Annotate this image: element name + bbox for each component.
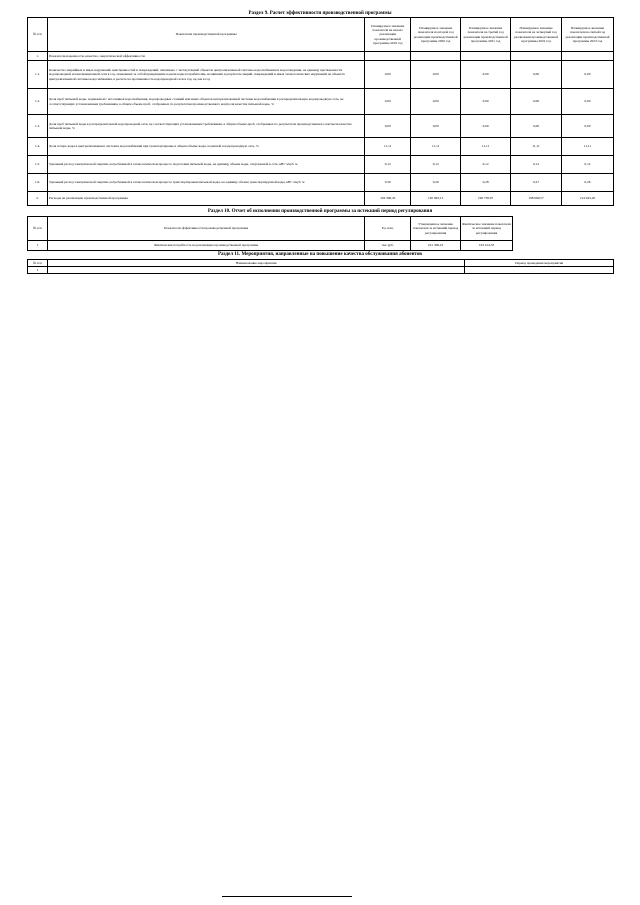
- row-value: 198 069,57: [511, 192, 562, 206]
- row-value: 0,00: [562, 115, 614, 138]
- col-header: Фактическое значение показателя за истекший период регулирования: [461, 217, 513, 241]
- row-value: 0,12: [562, 156, 614, 174]
- bottom-divider: [222, 896, 352, 897]
- row-approved: 191 396,23: [411, 241, 461, 251]
- row-actual: 193 414,35: [461, 241, 513, 251]
- section11-header-row: [28, 260, 614, 267]
- col-header: Планируемое значение показателя на второй год реализации производственной программы 2020 год: [411, 18, 461, 52]
- row-number: 1: [28, 267, 48, 274]
- row-number: 1.: [28, 52, 48, 61]
- row-value: 0,00: [365, 115, 411, 138]
- row-value: 0,00: [365, 89, 411, 115]
- table-row: [28, 61, 614, 89]
- table-row: [28, 156, 614, 174]
- row-value: 0,00: [562, 89, 614, 115]
- row-value: [365, 52, 411, 61]
- row-name: Доля потерь воды в централизованных системах водоснабжения при транспортировке в общем объеме воды, поданной в водопроводную сеть, %: [47, 138, 364, 156]
- row-value: 0,00: [461, 61, 511, 89]
- col-header: Показатели производственной программы: [47, 18, 364, 52]
- col-header: Утвержденное значение показателя за истекший период регулирования: [411, 217, 461, 241]
- row-name: Удельный расход электрической энергии, потребляемой в технологическом процессе подготовки питьевой воды, на единицу объема воды, отпускаемой в сеть, кВт·ч/куб. м: [47, 156, 364, 174]
- col-header: Планируемое значение показателя на начало реализации производственной программы 2019 год: [365, 18, 411, 52]
- row-period: [465, 267, 614, 274]
- row-value: 0,12: [411, 156, 461, 174]
- section9-title: Раздел 9. Расчет эффективности производственной программы: [248, 11, 392, 16]
- row-value: 0,00: [511, 89, 562, 115]
- col-header: Наименование мероприятия: [47, 260, 464, 267]
- col-header: Планируемое значение показателя на третий год реализации производственной программы 2021 год: [461, 18, 511, 52]
- table-row: [28, 174, 614, 192]
- row-number: 1.2.: [28, 89, 48, 115]
- row-value: 11,11: [461, 138, 511, 156]
- section11-table: [27, 259, 614, 274]
- col-header: Планируемое значение показателя на пятый год реализации производственной программы 2023 год: [562, 18, 614, 52]
- row-value: 0,00: [562, 61, 614, 89]
- row-number: 1.6.: [28, 174, 48, 192]
- row-name: Доля проб питьевой воды, подаваемой с источников водоснабжения, водопроводных станций или иных объектов централизованной системы водоснабжения в распределительную водопроводную сеть, не соответствующих установленным требованиям, в общем объеме проб, отобранных по результатам производственного контроля качества питьевой воды, %: [47, 89, 364, 115]
- row-value: 11,11: [365, 138, 411, 156]
- row-value: 11,11: [511, 138, 562, 156]
- col-header: Ед. изм.: [365, 217, 411, 241]
- row-value: 214 945,20: [562, 192, 614, 206]
- row-value: [511, 52, 562, 61]
- row-value: 0,12: [461, 156, 511, 174]
- row-name: Фактическая потребность на реализацию производственной программы: [47, 241, 364, 251]
- row-number: 1.4.: [28, 138, 48, 156]
- row-value: 0,00: [411, 61, 461, 89]
- row-value: 0,00: [511, 61, 562, 89]
- row-value: 195 963,15: [411, 192, 461, 206]
- section10-header-row: [28, 217, 513, 241]
- col-header: Показатели эффективности производственной программы: [47, 217, 364, 241]
- row-value: 0,28: [461, 174, 511, 192]
- row-number: 1: [28, 241, 48, 251]
- col-header: № п/п: [28, 217, 48, 241]
- row-value: 0,12: [511, 156, 562, 174]
- row-value: 0,00: [461, 115, 511, 138]
- row-number: 1.3.: [28, 115, 48, 138]
- col-header: Период проведения мероприятия: [465, 260, 614, 267]
- row-name: Удельный расход электрической энергии, потребляемой в технологическом процессе транспортировки питьевой воды, на единицу объема транспортируемой воды, кВт·ч/куб. м: [47, 174, 364, 192]
- col-header: № п/п: [28, 18, 48, 52]
- row-value: 0,27: [511, 174, 562, 192]
- row-number: 1.5.: [28, 156, 48, 174]
- table-row: [28, 241, 513, 251]
- row-value: 0,12: [365, 156, 411, 174]
- row-value: [562, 52, 614, 61]
- row-name: Показатели надежности, качества, энергетической эффективности: [47, 52, 364, 61]
- row-value: 194 396,43: [365, 192, 411, 206]
- section9-table: [27, 17, 614, 206]
- row-value: 0,00: [365, 61, 411, 89]
- row-value: 0,00: [461, 89, 511, 115]
- row-number: 1.1.: [28, 61, 48, 89]
- table-row: [28, 138, 614, 156]
- row-value: 0,00: [511, 115, 562, 138]
- table-row: [28, 192, 614, 206]
- row-value: 0,00: [411, 115, 461, 138]
- row-name: [47, 267, 464, 274]
- col-header: № п/п: [28, 260, 48, 267]
- row-value: 0,26: [562, 174, 614, 192]
- table-row: [28, 89, 614, 115]
- section10-title: Раздел 10. Отчет об исполнении производственной программы за истекший период регулирования: [207, 209, 433, 214]
- row-name: Расходы на реализацию производственной программы: [47, 192, 364, 206]
- table-row: [28, 267, 614, 274]
- table-row: [28, 52, 614, 61]
- table-row: [28, 115, 614, 138]
- row-value: 11,11: [411, 138, 461, 156]
- col-header: Планируемое значение показателя на четвертый год реализации производственной программы 2022 год: [511, 18, 562, 52]
- section11-title: Раздел 11. Мероприятия, направленные на повышение качества обслуживания абонентов: [218, 252, 422, 257]
- row-number: 2.: [28, 192, 48, 206]
- row-value: 0,00: [411, 89, 461, 115]
- row-value: 0,30: [365, 174, 411, 192]
- row-name: Доля проб питьевой воды в распределительной водопроводной сети, не соответствующих установленным требованиям, в общем объеме проб, отобранных по результатам производственного контроля качества питьевой воды, %: [47, 115, 364, 138]
- row-value: [411, 52, 461, 61]
- row-value: [461, 52, 511, 61]
- row-value: 11,11: [562, 138, 614, 156]
- section9-header-row: [28, 18, 614, 52]
- row-value: 196 758,97: [461, 192, 511, 206]
- row-value: 0,29: [411, 174, 461, 192]
- row-name: Количество аварийных и иных нарушений, неисправностей и повреждений, связанных с эксплуатацией объектов централизованной системы водоснабжения и водоотведения, на единицу протяженности водопроводной и канализационной сети в год, повлекших за собой прекращение подачи воды потребителям, возникших в результате аварий, повреждений и иных технологических нарушений на объектах централизованной системы водоснабжения, в расчете на протяженность водопроводной сети в год, ед./км в год: [47, 61, 364, 89]
- row-unit: тыс.руб.: [365, 241, 411, 251]
- section10-table: [27, 216, 513, 251]
